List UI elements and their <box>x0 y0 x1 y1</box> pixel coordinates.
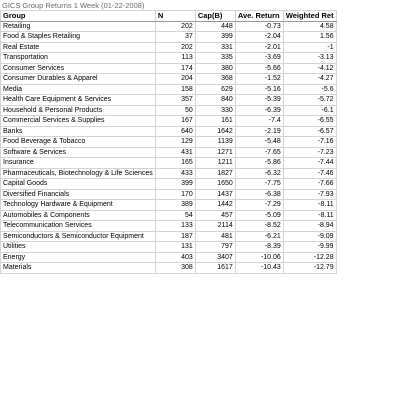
table-row <box>1 158 337 169</box>
header-row <box>1 11 337 22</box>
cell-cap[interactable]: 1827 <box>195 168 235 179</box>
cell-group[interactable]: Media <box>1 84 156 95</box>
cell-weighted-ret[interactable]: -6.57 <box>283 126 336 137</box>
cell-n[interactable]: 158 <box>155 84 195 95</box>
cell-weighted-ret[interactable]: -7.23 <box>283 147 336 158</box>
cell-n[interactable]: 389 <box>155 200 195 211</box>
cell-ave-return[interactable]: -6.39 <box>235 105 283 116</box>
table-row <box>1 168 337 179</box>
cell-ave-return[interactable]: -7.75 <box>235 179 283 190</box>
cell-group[interactable]: Banks <box>1 126 156 137</box>
cell-n[interactable]: 129 <box>155 137 195 148</box>
cell-n[interactable]: 174 <box>155 63 195 74</box>
table-row <box>1 32 337 43</box>
cell-ave-return[interactable]: -8.52 <box>235 221 283 232</box>
header-weighted-ret[interactable]: Weighted Ret <box>283 11 336 22</box>
cell-n[interactable]: 202 <box>155 21 195 32</box>
cell-cap[interactable]: 2114 <box>195 221 235 232</box>
sheet-title: GICS Group Returns 1 Week (01-22-2008) <box>2 1 145 10</box>
cell-group[interactable]: Food & Staples Retailing <box>1 32 156 43</box>
cell-group[interactable]: Commercial Services & Supplies <box>1 116 156 127</box>
cell-ave-return[interactable]: -5.39 <box>235 95 283 106</box>
table-row <box>1 252 337 263</box>
cell-cap[interactable]: 331 <box>195 42 235 53</box>
table-row <box>1 210 337 221</box>
cell-weighted-ret[interactable]: 1.56 <box>283 32 336 43</box>
cell-cap[interactable]: 629 <box>195 84 235 95</box>
table-row <box>1 263 337 274</box>
cell-weighted-ret[interactable]: -8.11 <box>283 200 336 211</box>
cell-weighted-ret[interactable]: -6.1 <box>283 105 336 116</box>
cell-cap[interactable]: 1617 <box>195 263 235 274</box>
cell-cap[interactable]: 335 <box>195 53 235 64</box>
returns-table <box>0 10 337 274</box>
cell-ave-return[interactable]: -8.39 <box>235 242 283 253</box>
cell-group[interactable]: Consumer Durables & Apparel <box>1 74 156 85</box>
cell-group[interactable]: Materials <box>1 263 156 274</box>
cell-cap[interactable]: 481 <box>195 231 235 242</box>
cell-cap[interactable]: 1139 <box>195 137 235 148</box>
cell-weighted-ret[interactable]: -7.46 <box>283 168 336 179</box>
cell-cap[interactable]: 1642 <box>195 126 235 137</box>
table-row <box>1 42 337 53</box>
cell-cap[interactable]: 1442 <box>195 200 235 211</box>
cell-n[interactable]: 113 <box>155 53 195 64</box>
cell-weighted-ret[interactable]: -8.94 <box>283 221 336 232</box>
cell-weighted-ret[interactable]: -7.93 <box>283 189 336 200</box>
cell-weighted-ret[interactable]: -4.27 <box>283 74 336 85</box>
cell-group[interactable]: Technology Hardware & Equipment <box>1 200 156 211</box>
table-row <box>1 137 337 148</box>
cell-n[interactable]: 50 <box>155 105 195 116</box>
cell-n[interactable]: 202 <box>155 42 195 53</box>
cell-cap[interactable]: 1211 <box>195 158 235 169</box>
table-body <box>1 21 337 273</box>
cell-n[interactable]: 640 <box>155 126 195 137</box>
cell-n[interactable]: 308 <box>155 263 195 274</box>
cell-weighted-ret[interactable]: -9.09 <box>283 231 336 242</box>
cell-group[interactable]: Consumer Services <box>1 63 156 74</box>
table-row <box>1 21 337 32</box>
cell-weighted-ret[interactable]: -6.55 <box>283 116 336 127</box>
cell-n[interactable]: 433 <box>155 168 195 179</box>
cell-n[interactable]: 204 <box>155 74 195 85</box>
cell-ave-return[interactable]: -5.48 <box>235 137 283 148</box>
table-row <box>1 231 337 242</box>
cell-weighted-ret[interactable]: -12.28 <box>283 252 336 263</box>
cell-cap[interactable]: 368 <box>195 74 235 85</box>
cell-group[interactable]: Real Estate <box>1 42 156 53</box>
table-row <box>1 126 337 137</box>
cell-weighted-ret[interactable]: -7.16 <box>283 137 336 148</box>
cell-weighted-ret[interactable]: -5.72 <box>283 95 336 106</box>
header-ave-return[interactable]: Ave. Return <box>235 11 283 22</box>
cell-group[interactable]: Transportation <box>1 53 156 64</box>
cell-group[interactable]: Health Care Equipment & Services <box>1 95 156 106</box>
table-row <box>1 221 337 232</box>
cell-cap[interactable]: 1650 <box>195 179 235 190</box>
cell-ave-return[interactable]: -3.69 <box>235 53 283 64</box>
cell-weighted-ret[interactable]: -3.13 <box>283 53 336 64</box>
cell-ave-return[interactable]: -7.65 <box>235 147 283 158</box>
cell-ave-return[interactable]: -2.19 <box>235 126 283 137</box>
table-row <box>1 242 337 253</box>
cell-group[interactable]: Energy <box>1 252 156 263</box>
cell-n[interactable]: 357 <box>155 95 195 106</box>
cell-weighted-ret[interactable]: -4.12 <box>283 63 336 74</box>
cell-group[interactable]: Retailing <box>1 21 156 32</box>
cell-ave-return[interactable]: -2.01 <box>235 42 283 53</box>
header-cap[interactable]: Cap(B) <box>195 11 235 22</box>
cell-weighted-ret[interactable]: -7.66 <box>283 179 336 190</box>
cell-weighted-ret[interactable]: -8.11 <box>283 210 336 221</box>
cell-cap[interactable]: 330 <box>195 105 235 116</box>
cell-ave-return[interactable]: -6.32 <box>235 168 283 179</box>
table-row <box>1 147 337 158</box>
table-row <box>1 63 337 74</box>
header-group[interactable]: Group <box>1 11 156 22</box>
cell-ave-return[interactable]: -10.43 <box>235 263 283 274</box>
cell-weighted-ret[interactable]: -5.6 <box>283 84 336 95</box>
cell-n[interactable]: 54 <box>155 210 195 221</box>
cell-ave-return[interactable]: -5.86 <box>235 158 283 169</box>
cell-group[interactable]: Food Beverage & Tobacco <box>1 137 156 148</box>
cell-ave-return[interactable]: -5.66 <box>235 63 283 74</box>
cell-group[interactable]: Utilities <box>1 242 156 253</box>
cell-group[interactable]: Software & Services <box>1 147 156 158</box>
cell-n[interactable]: 399 <box>155 179 195 190</box>
cell-cap[interactable]: 399 <box>195 32 235 43</box>
cell-cap[interactable]: 840 <box>195 95 235 106</box>
cell-n[interactable]: 165 <box>155 158 195 169</box>
table-row <box>1 74 337 85</box>
cell-group[interactable]: Insurance <box>1 158 156 169</box>
table-row <box>1 53 337 64</box>
cell-ave-return[interactable]: -7.29 <box>235 200 283 211</box>
cell-cap[interactable]: 380 <box>195 63 235 74</box>
cell-ave-return[interactable]: -10.06 <box>235 252 283 263</box>
cell-n[interactable]: 431 <box>155 147 195 158</box>
cell-ave-return[interactable]: -5.09 <box>235 210 283 221</box>
header-n[interactable]: N <box>155 11 195 22</box>
cell-weighted-ret[interactable]: -9.99 <box>283 242 336 253</box>
cell-weighted-ret[interactable]: -12.79 <box>283 263 336 274</box>
cell-ave-return[interactable]: -1.52 <box>235 74 283 85</box>
cell-n[interactable]: 170 <box>155 189 195 200</box>
cell-cap[interactable]: 161 <box>195 116 235 127</box>
cell-cap[interactable]: 797 <box>195 242 235 253</box>
cell-n[interactable]: 37 <box>155 32 195 43</box>
cell-ave-return[interactable]: -2.04 <box>235 32 283 43</box>
cell-n[interactable]: 403 <box>155 252 195 263</box>
cell-weighted-ret[interactable]: -7.44 <box>283 158 336 169</box>
table-row <box>1 105 337 116</box>
cell-group[interactable]: Household & Personal Products <box>1 105 156 116</box>
table-row <box>1 84 337 95</box>
cell-n[interactable]: 187 <box>155 231 195 242</box>
cell-cap[interactable]: 1271 <box>195 147 235 158</box>
cell-cap[interactable]: 3407 <box>195 252 235 263</box>
table-row <box>1 189 337 200</box>
table-row <box>1 116 337 127</box>
cell-cap[interactable]: 448 <box>195 21 235 32</box>
table-row <box>1 95 337 106</box>
cell-group[interactable]: Capital Goods <box>1 179 156 190</box>
cell-weighted-ret[interactable]: -1 <box>283 42 336 53</box>
cell-ave-return[interactable]: -6.21 <box>235 231 283 242</box>
cell-group[interactable]: Semiconductors & Semiconductor Equipment <box>1 231 156 242</box>
cell-group[interactable]: Automobiles & Components <box>1 210 156 221</box>
cell-group[interactable]: Diversified Financials <box>1 189 156 200</box>
cell-ave-return[interactable]: -6.38 <box>235 189 283 200</box>
cell-n[interactable]: 167 <box>155 116 195 127</box>
cell-n[interactable]: 131 <box>155 242 195 253</box>
cell-n[interactable]: 133 <box>155 221 195 232</box>
cell-ave-return[interactable]: -7.4 <box>235 116 283 127</box>
cell-group[interactable]: Pharmaceuticals, Biotechnology & Life Sciences <box>1 168 156 179</box>
cell-cap[interactable]: 457 <box>195 210 235 221</box>
cell-ave-return[interactable]: -0.73 <box>235 21 283 32</box>
cell-weighted-ret[interactable]: 4.58 <box>283 21 336 32</box>
table-row <box>1 179 337 190</box>
table-row <box>1 200 337 211</box>
cell-group[interactable]: Telecommunication Services <box>1 221 156 232</box>
cell-ave-return[interactable]: -5.16 <box>235 84 283 95</box>
cell-cap[interactable]: 1437 <box>195 189 235 200</box>
